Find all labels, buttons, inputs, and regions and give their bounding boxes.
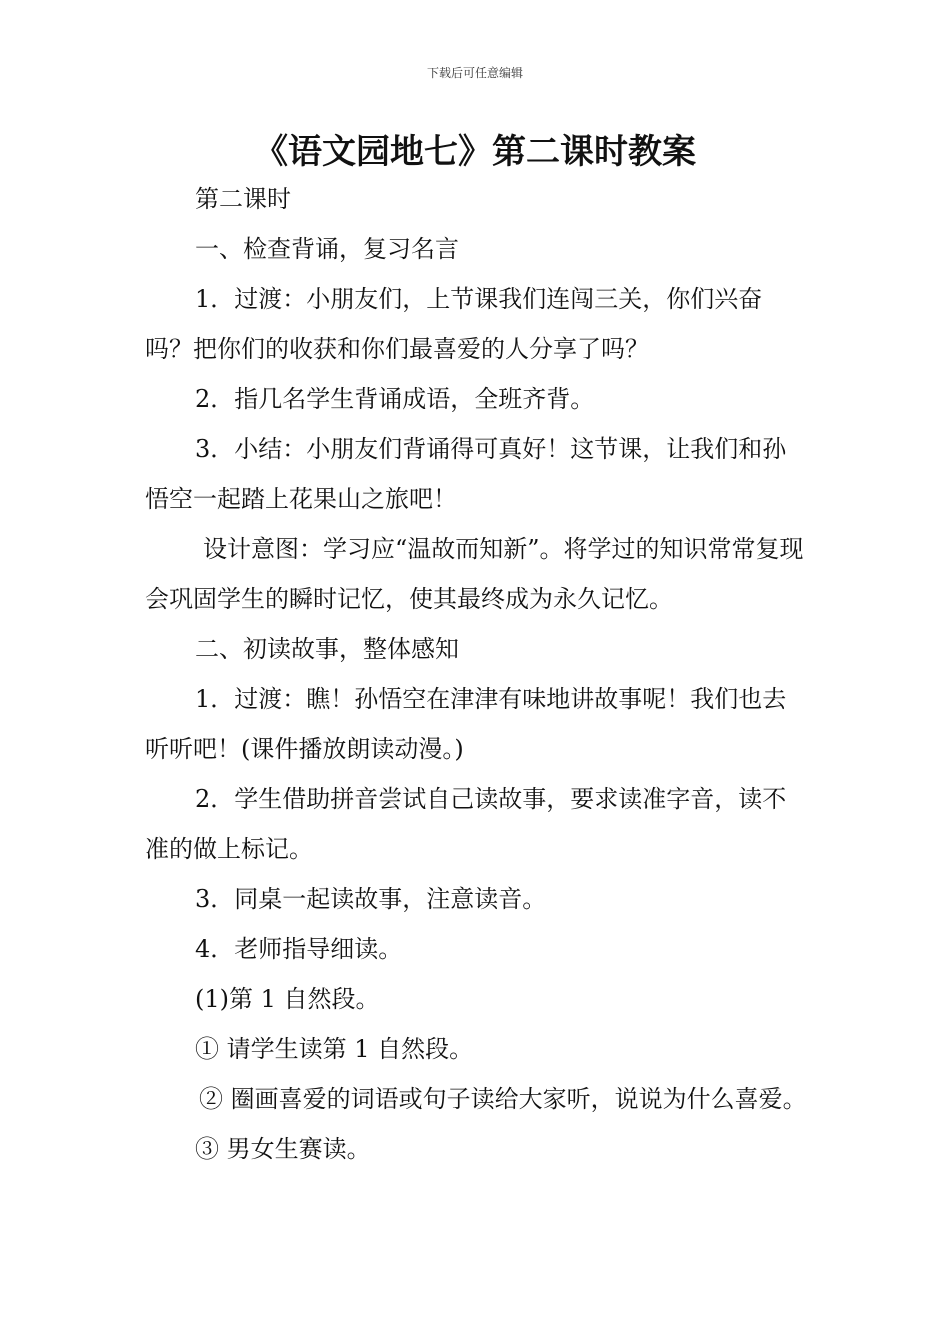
paragraph-step-3: ③ 男女生赛读。: [195, 1135, 371, 1163]
paragraph-design-intent: 设计意图：学习应“温故而知新”。将学过的知识常常复现会巩固学生的瞬时记忆，使其最终成为永久记忆。: [145, 535, 804, 613]
document-body: [145, 174, 810, 1174]
paragraph-item-2: 2．指几名学生背诵成语，全班齐背。: [195, 385, 595, 413]
section-heading-1: 一、检查背诵，复习名言: [195, 235, 459, 263]
paragraph-item-7: 4．老师指导细读。: [195, 935, 403, 963]
paragraph-step-2: ② 圈画喜爱的词语或句子读给大家听，说说为什么喜爱。: [199, 1085, 807, 1113]
paragraph-item-4: 1．过渡：瞧！孙悟空在津津有味地讲故事呢！我们也去听听吧！(课件播放朗读动漫。): [145, 685, 787, 763]
paragraph-item-6: 3．同桌一起读故事，注意读音。: [195, 885, 547, 913]
paragraph-item-5: 2．学生借助拼音尝试自己读故事，要求读准字音，读不准的做上标记。: [145, 785, 787, 863]
section-heading-2: 二、初读故事，整体感知: [195, 635, 459, 663]
paragraph-item-1: 1．过渡：小朋友们，上节课我们连闯三关，你们兴奋吗？把你们的收获和你们最喜爱的人分享了吗？: [145, 285, 763, 363]
page-header: 下载后可任意编辑: [426, 66, 523, 80]
paragraph-step-1: ① 请学生读第 1 自然段。: [195, 1035, 474, 1063]
paragraph-subitem-1: (1)第 1 自然段。: [195, 985, 380, 1013]
paragraph-lesson-label: 第二课时: [195, 185, 291, 213]
paragraph-item-3: 3．小结：小朋友们背诵得可真好！这节课，让我们和孙悟空一起踏上花果山之旅吧！: [145, 435, 787, 513]
document-title: 《语文园地七》第二课时教案: [254, 132, 696, 172]
